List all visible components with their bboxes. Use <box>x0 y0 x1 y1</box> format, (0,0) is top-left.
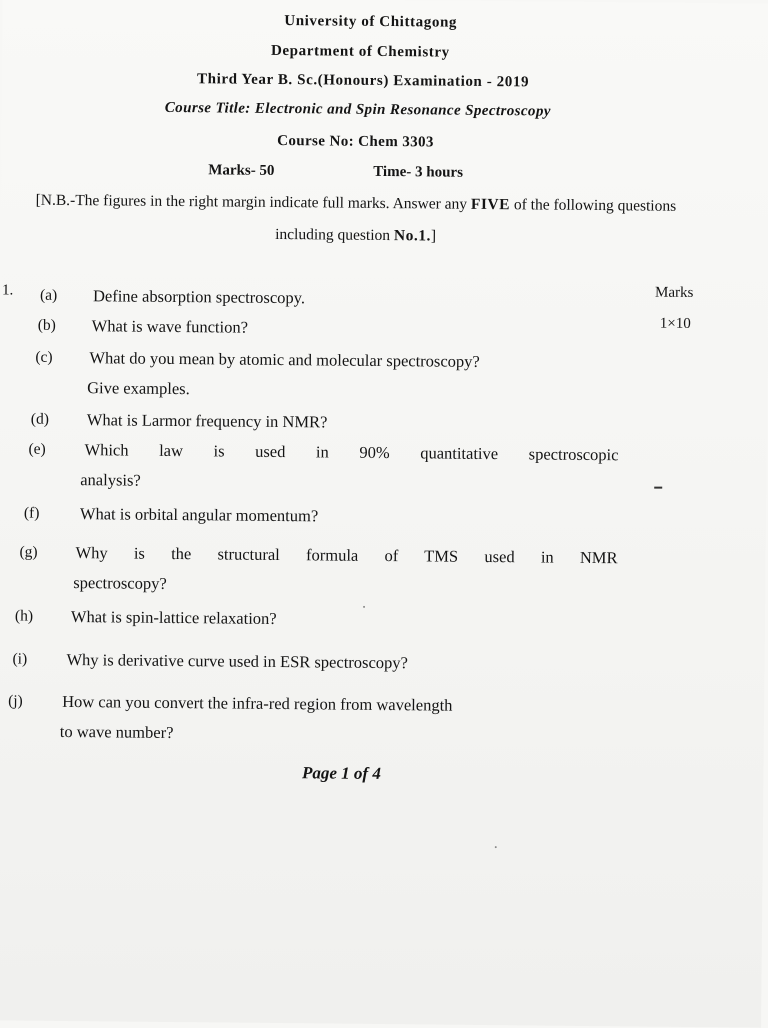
question-number: 1. <box>1 282 14 299</box>
question-label: (e) <box>28 440 46 458</box>
question-text: Define absorption spectroscopy. <box>92 286 306 308</box>
question-text: What do you mean by atomic and molecular spectroscopy? <box>89 348 480 371</box>
question-text-continued: to wave number? <box>59 721 174 742</box>
question-item <box>12 646 573 673</box>
question-label: (d) <box>30 410 49 428</box>
question-text: What is spin-lattice relaxation? <box>70 607 277 628</box>
question-text-continued: Give examples. <box>87 378 190 399</box>
course-title: Course Title: Electronic and Spin Resonance Spectroscopy <box>164 99 551 120</box>
question-label: (f) <box>23 504 40 522</box>
question-item <box>39 283 600 308</box>
question-label: (b) <box>37 316 56 334</box>
question-text: What is wave function? <box>91 316 249 337</box>
question-text: Which law is used in 90% quantitative spectroscopic <box>84 440 619 465</box>
department-name: Department of Chemistry <box>270 42 450 61</box>
stray-mark <box>654 487 662 489</box>
note-text-before: [N.B.-The figures in the right margin indicate full marks. Answer any <box>35 191 472 213</box>
question-item <box>8 688 629 750</box>
page-number: Page 1 of 4 <box>301 763 381 783</box>
university-name: University of Chittagong <box>284 13 458 31</box>
marks-column-header: Marks <box>655 284 694 301</box>
question-label: (a) <box>39 286 58 304</box>
question-label: (g) <box>19 543 38 561</box>
question-label: (h) <box>14 607 34 625</box>
question-text: Why is derivative curve used in ESR spectroscopy? <box>66 649 408 673</box>
question-label: (j) <box>8 692 23 710</box>
question-item <box>28 437 619 499</box>
question-label: (i) <box>12 650 28 668</box>
time-allowed: Time- 3 hours <box>373 163 464 181</box>
instructions-note <box>10 184 701 255</box>
question-item <box>37 313 598 337</box>
question-text: How can you convert the infra-red region from wavelength <box>62 691 453 715</box>
question-item <box>19 540 618 602</box>
stray-dot <box>495 846 497 848</box>
question-label: (c) <box>35 348 53 366</box>
question-text-continued: spectroscopy? <box>73 573 167 593</box>
exam-title: Third Year B. Sc.(Honours) Examination - 2019 <box>197 71 530 91</box>
total-marks: Marks- 50 <box>208 162 275 179</box>
note-bold-question: No.1. <box>393 227 431 245</box>
question-item <box>30 407 591 432</box>
question-item <box>35 345 626 407</box>
question-item <box>14 603 575 628</box>
course-number: Course No: Chem 3303 <box>277 132 434 151</box>
question-text: What is orbital angular momentum? <box>79 504 319 526</box>
note-bold-five: FIVE <box>470 195 511 214</box>
question-item <box>23 501 584 526</box>
marks-column-value: 1×10 <box>659 315 691 332</box>
note-text-after: of the following questions including question <box>275 196 677 245</box>
note-closing: ] <box>430 227 437 245</box>
question-text: Why is the structural formula of TMS used in NMR <box>75 543 618 568</box>
question-text: What is Larmor frequency in NMR? <box>86 410 328 432</box>
question-text-continued: analysis? <box>80 470 141 490</box>
stray-dot <box>363 606 365 608</box>
